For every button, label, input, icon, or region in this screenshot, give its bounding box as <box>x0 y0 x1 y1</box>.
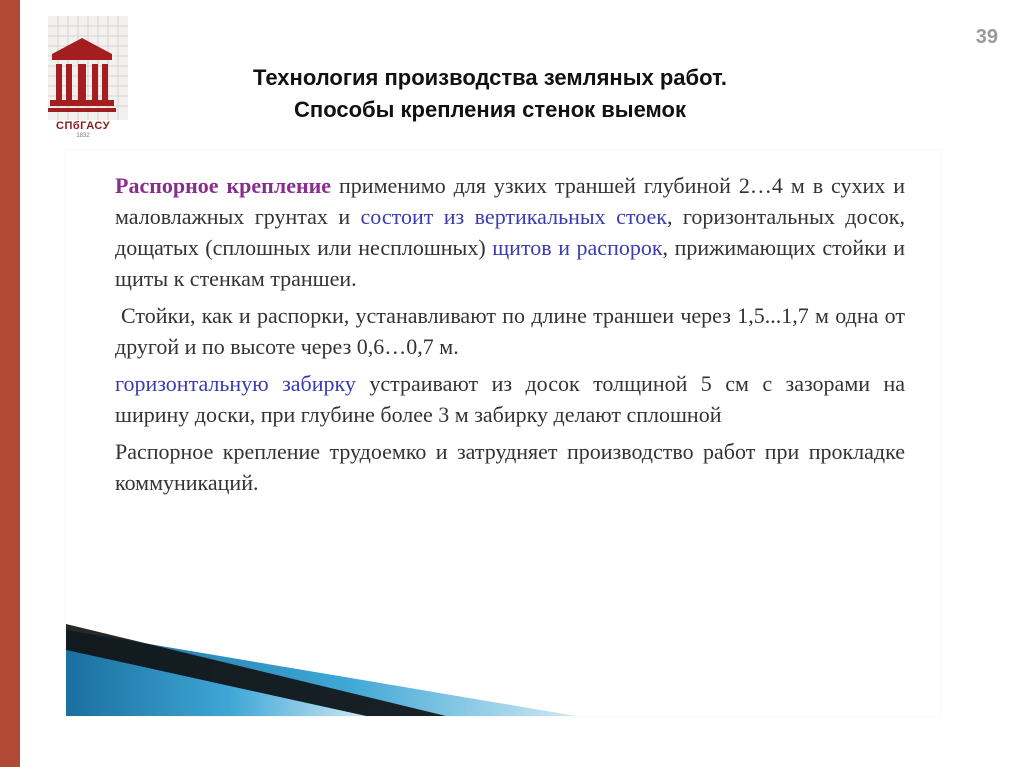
title-line-1: Технология производства земляных работ. <box>253 65 727 90</box>
page-title <box>170 62 810 126</box>
term-shields-struts: щитов и распорок <box>492 235 663 260</box>
p1-text-2: , горизонтальных досок, дощатых (сплошных или несплошных) <box>115 204 905 260</box>
slide-number: 39 <box>975 26 998 48</box>
left-accent-bar <box>0 0 20 767</box>
term-strut-fastening: Распорное крепление <box>115 173 332 198</box>
logo-year: 1832 <box>76 133 90 139</box>
slide-body <box>115 170 905 504</box>
p1-text-3: , прижимающих стойки и щиты к стенкам траншеи. <box>115 235 905 291</box>
p3-text: устраивают из досок толщиной 5 см с зазорами на ширину доски, при глубине более 3 м забирку делают сплошной <box>115 371 905 427</box>
title-line-2: Способы крепления стенок выемок <box>294 96 686 122</box>
p1-text-1: применимо для узких траншей глубиной 2…4 м в сухих и маловлажных грунтах и <box>115 173 905 229</box>
paragraph-2: Стойки, как и распорки, устанавливают по длине траншеи через 1,5...1,7 м одна от другой и по высоте через 0,6…0,7 м. <box>115 303 905 359</box>
logo-text: СПбГАСУ <box>56 120 110 132</box>
term-horizontal-boarding: горизонтальную забирку <box>115 371 356 396</box>
paragraph-1 <box>115 170 905 294</box>
paragraph-3 <box>115 368 905 430</box>
term-vertical-posts: состоит из вертикальных стоек <box>360 204 667 229</box>
paragraph-4: Распорное крепление трудоемко и затрудняет производство работ при прокладке коммуникаций. <box>115 439 905 495</box>
decorative-wave <box>66 610 576 716</box>
